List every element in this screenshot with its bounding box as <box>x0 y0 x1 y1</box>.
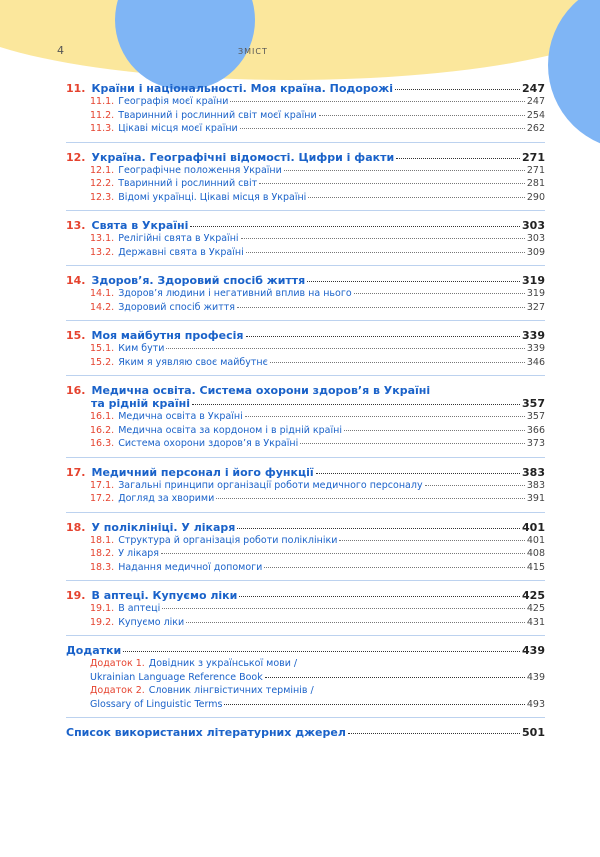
toc-item[interactable] <box>66 109 545 123</box>
item-number: 16.2. <box>90 424 115 436</box>
toc-item[interactable] <box>66 342 545 356</box>
item-page: 431 <box>526 616 545 628</box>
references-title: Список використаних літературних джерел <box>66 726 346 739</box>
section-heading[interactable] <box>66 521 545 534</box>
item-number: 14.1. <box>90 288 115 299</box>
item-page: 346 <box>526 356 545 368</box>
item-title: Ким бути <box>118 343 165 354</box>
section-page: 271 <box>522 150 545 164</box>
item-page: 319 <box>526 288 545 299</box>
appendix-page: 439 <box>522 644 545 657</box>
page-title: ЗМІСТ <box>238 47 268 56</box>
item-page: 281 <box>526 178 545 189</box>
item-title: Структура й організація роботи поліклініки <box>118 534 338 546</box>
item-title: Географія моєї країни <box>118 96 229 107</box>
item-title: В аптеці <box>118 603 161 614</box>
page-number: 4 <box>57 44 64 57</box>
appendix-item-2-line2[interactable] <box>66 698 545 712</box>
item-title: Релігійні свята в Україні <box>118 233 239 244</box>
item-number: 11.2. <box>90 109 115 121</box>
appendix-heading[interactable] <box>66 644 545 657</box>
leader-dots <box>190 226 520 227</box>
leader-dots <box>300 443 525 444</box>
toc-item[interactable] <box>66 534 545 548</box>
leader-dots <box>245 416 525 417</box>
toc-item[interactable] <box>66 177 545 191</box>
toc-item[interactable] <box>66 191 545 205</box>
appendix-item-subtitle: Ukrainian Language Reference Book <box>90 671 263 683</box>
item-page: 493 <box>526 698 545 710</box>
item-page: 247 <box>526 96 545 107</box>
item-number: 15.1. <box>90 343 115 354</box>
toc-item[interactable] <box>66 437 545 451</box>
leader-dots <box>246 336 521 337</box>
item-title: Догляд за хворими <box>118 493 215 504</box>
section-heading[interactable] <box>66 151 545 164</box>
item-page: 401 <box>526 534 545 546</box>
leader-dots <box>259 183 525 184</box>
toc-item[interactable] <box>66 122 545 136</box>
toc-section-16 <box>66 384 545 458</box>
section-title: Країни і національності. Моя країна. Подорожі <box>91 82 393 95</box>
item-title: Тваринний і рослинний світ моєї країни <box>118 109 317 121</box>
appendix-title: Додатки <box>66 644 122 657</box>
leader-dots <box>240 128 525 129</box>
section-title: Моя майбутня професія <box>91 329 244 342</box>
references-page: 501 <box>522 726 545 739</box>
leader-dots <box>241 238 525 239</box>
leader-dots <box>264 567 525 568</box>
item-page: 391 <box>526 493 545 504</box>
section-heading[interactable] <box>66 219 545 232</box>
leader-dots <box>230 101 524 102</box>
section-number: 13. <box>66 219 86 232</box>
toc-item[interactable] <box>66 479 545 493</box>
item-page: 373 <box>526 438 545 449</box>
decorative-yellow-arc <box>0 0 600 80</box>
section-title: Україна. Географічні відомості. Цифри і факти <box>91 150 395 164</box>
toc-item[interactable] <box>66 561 545 575</box>
section-title: Медичний персонал і його функції <box>91 465 314 479</box>
item-number: 17.2. <box>90 493 115 504</box>
item-number: 19.2. <box>90 616 115 628</box>
leader-dots <box>224 704 524 705</box>
item-number: 14.2. <box>90 301 115 313</box>
leader-dots <box>161 553 525 554</box>
leader-dots <box>123 651 520 652</box>
item-number: 18.2. <box>90 548 115 559</box>
leader-dots <box>192 404 520 405</box>
item-page: 339 <box>526 343 545 354</box>
section-number: 11. <box>66 82 86 95</box>
section-number: 18. <box>66 520 86 534</box>
section-heading[interactable] <box>66 274 545 287</box>
toc-section-14 <box>66 274 545 321</box>
leader-dots <box>319 115 525 116</box>
section-page: 319 <box>522 274 545 287</box>
appendix-item-subtitle: Glossary of Linguistic Terms <box>90 698 223 710</box>
section-heading[interactable] <box>66 589 545 602</box>
leader-dots <box>265 677 525 678</box>
toc-section-17 <box>66 466 545 513</box>
item-number: 19.1. <box>90 603 115 614</box>
item-page: 290 <box>526 191 545 203</box>
section-title: Свята в Україні <box>91 219 189 232</box>
section-page: 383 <box>522 465 545 479</box>
leader-dots <box>216 498 525 499</box>
section-page: 247 <box>522 82 545 95</box>
appendix-item-title: Довідник з української мови / <box>148 658 298 669</box>
item-page: 254 <box>526 109 545 121</box>
item-number: 11.3. <box>90 123 115 134</box>
toc-section-19 <box>66 589 545 636</box>
item-title: Медична освіта в Україні <box>118 411 243 422</box>
item-number: 12.2. <box>90 178 115 189</box>
section-page: 339 <box>522 329 545 342</box>
leader-dots <box>425 485 525 486</box>
item-page: 425 <box>526 603 545 614</box>
item-title: Загальні принципи організації роботи медичного персоналу <box>118 479 423 491</box>
appendix-item-1-line2[interactable] <box>66 671 545 685</box>
leader-dots <box>395 89 520 90</box>
item-number: 11.1. <box>90 96 115 107</box>
section-number: 12. <box>66 150 86 164</box>
leader-dots <box>284 170 525 171</box>
toc-section-references <box>66 726 545 745</box>
item-title: Цікаві місця моєї країни <box>118 123 238 134</box>
section-number: 14. <box>66 274 86 287</box>
toc-item[interactable] <box>66 424 545 438</box>
leader-dots <box>396 158 520 159</box>
item-number: 16.3. <box>90 438 115 449</box>
item-title: Відомі українці. Цікаві місця в Україні <box>118 191 307 203</box>
leader-dots <box>344 430 525 431</box>
section-number: 15. <box>66 329 86 342</box>
item-number: 18.3. <box>90 561 115 573</box>
item-number: 17.1. <box>90 479 115 491</box>
item-number: 13.2. <box>90 246 115 258</box>
section-page: 357 <box>522 397 545 410</box>
item-page: 303 <box>526 233 545 244</box>
section-heading-line1[interactable] <box>66 384 545 397</box>
item-title: Державні свята в Україні <box>118 246 244 258</box>
toc-item[interactable] <box>66 547 545 561</box>
section-page: 425 <box>522 589 545 602</box>
leader-dots <box>307 281 520 282</box>
leader-dots <box>354 293 525 294</box>
leader-dots <box>270 362 525 363</box>
item-title: У лікаря <box>118 548 160 559</box>
toc-item[interactable] <box>66 164 545 178</box>
item-title: Географічне положення України <box>118 164 282 176</box>
section-title: У поліклініці. У лікаря <box>91 520 236 534</box>
table-of-contents <box>66 82 545 753</box>
item-page: 383 <box>526 479 545 491</box>
references-heading[interactable] <box>66 726 545 739</box>
toc-item[interactable] <box>66 410 545 424</box>
section-heading[interactable] <box>66 466 545 479</box>
leader-dots <box>246 252 525 253</box>
section-number: 19. <box>66 589 86 602</box>
section-heading[interactable] <box>66 329 545 342</box>
toc-item[interactable] <box>66 246 545 260</box>
item-page: 271 <box>526 164 545 176</box>
item-title: Медична освіта за кордоном і в рідній країні <box>118 424 342 436</box>
leader-dots <box>237 528 520 529</box>
toc-item[interactable] <box>66 287 545 301</box>
appendix-item-2-line1[interactable] <box>66 684 545 698</box>
item-title: Надання медичної допомоги <box>118 561 263 573</box>
leader-dots <box>186 622 525 623</box>
leader-dots <box>308 197 525 198</box>
leader-dots <box>316 473 520 474</box>
section-title: Здоров’я. Здоровий спосіб життя <box>91 274 306 287</box>
section-page: 401 <box>522 520 545 534</box>
leader-dots <box>348 733 520 734</box>
appendix-item-title: Словник лінгвістичних термінів / <box>148 685 314 696</box>
section-title: В аптеці. Купуємо ліки <box>91 589 238 602</box>
toc-section-11 <box>66 82 545 143</box>
toc-item[interactable] <box>66 95 545 109</box>
toc-item[interactable] <box>66 232 545 246</box>
section-title-line2: та рідній країні <box>91 397 190 410</box>
section-number: 17. <box>66 465 86 479</box>
toc-section-18 <box>66 521 545 582</box>
item-page: 327 <box>526 301 545 313</box>
leader-dots <box>239 596 520 597</box>
item-page: 415 <box>526 561 545 573</box>
item-number: 13.1. <box>90 233 115 244</box>
leader-dots <box>166 348 524 349</box>
item-page: 357 <box>526 411 545 422</box>
item-title: Яким я уявляю своє майбутнє <box>118 356 268 368</box>
toc-item[interactable] <box>66 356 545 370</box>
appendix-item-number: Додаток 2. <box>90 685 145 696</box>
item-title: Здоров’я людини і негативний вплив на нього <box>118 288 352 299</box>
section-title-line1: Медична освіта. Система охорони здоров’я в Україні <box>91 384 431 397</box>
item-page: 309 <box>526 246 545 258</box>
item-page: 366 <box>526 424 545 436</box>
toc-section-appendix <box>66 644 545 718</box>
toc-section-12 <box>66 151 545 212</box>
toc-item[interactable] <box>66 602 545 616</box>
item-number: 12.1. <box>90 164 115 176</box>
toc-section-13 <box>66 219 545 266</box>
item-title: Тваринний і рослинний світ <box>118 178 258 189</box>
item-number: 18.1. <box>90 534 115 546</box>
item-page: 408 <box>526 548 545 559</box>
item-number: 16.1. <box>90 411 115 422</box>
appendix-item-number: Додаток 1. <box>90 658 145 669</box>
item-title: Система охорони здоров’я в Україні <box>118 438 299 449</box>
item-title: Здоровий спосіб життя <box>118 301 235 313</box>
toc-item[interactable] <box>66 301 545 315</box>
toc-item[interactable] <box>66 616 545 630</box>
appendix-item-1-line1[interactable] <box>66 657 545 671</box>
leader-dots <box>237 307 525 308</box>
section-heading-line2[interactable] <box>66 397 545 410</box>
section-page: 303 <box>522 219 545 232</box>
toc-section-15 <box>66 329 545 376</box>
section-number: 16. <box>66 384 86 397</box>
toc-item[interactable] <box>66 492 545 506</box>
item-number: 12.3. <box>90 191 115 203</box>
section-heading[interactable] <box>66 82 545 95</box>
item-title: Купуємо ліки <box>118 616 185 628</box>
item-number: 15.2. <box>90 356 115 368</box>
leader-dots <box>162 608 525 609</box>
item-page: 262 <box>526 123 545 134</box>
leader-dots <box>339 540 524 541</box>
item-page: 439 <box>526 671 545 683</box>
